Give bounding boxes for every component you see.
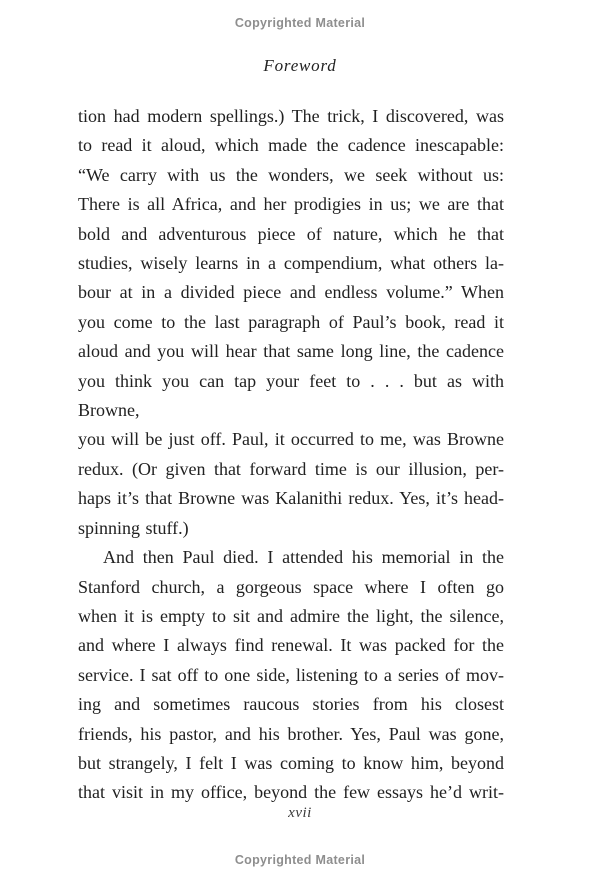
- text-line: Stanford church, a gorgeous space where I often go: [78, 576, 504, 597]
- text-line: to read it aloud, which made the cadence inescapable:: [78, 135, 504, 156]
- text-line: aloud and you will hear that same long line, the cadence: [78, 341, 504, 362]
- text-line: but strangely, I felt I was coming to know him, beyond: [78, 752, 504, 773]
- text-line: tion had modern spellings.) The trick, I discovered, was: [78, 106, 504, 126]
- text-line: that visit in my office, beyond the few essays he’d writ-: [78, 782, 504, 803]
- text-line: And then Paul died. I attended his memorial in the: [103, 547, 504, 568]
- text-line: bold and adventurous piece of nature, which he that: [78, 223, 504, 244]
- text-line: when it is empty to sit and admire the light, the silence,: [78, 605, 504, 626]
- page-text: [78, 102, 504, 808]
- copyright-notice-top: Copyrighted Material: [234, 16, 366, 30]
- text-line: “We carry with us the wonders, we seek without us:: [78, 164, 504, 185]
- text-line: and where I always find renewal. It was packed for the: [78, 635, 504, 656]
- text-line: you will be just off. Paul, it occurred to me, was Browne: [78, 429, 504, 450]
- text-line: There is all Africa, and her prodigies in us; we are that: [78, 194, 504, 215]
- text-line: friends, his pastor, and his brother. Yes, Paul was gone,: [78, 723, 504, 744]
- text-line: ing and sometimes raucous stories from his closest: [78, 694, 504, 715]
- page-number: xvii: [288, 805, 312, 821]
- text-line: service. I sat off to one side, listening to a series of mov-: [78, 664, 504, 685]
- text-line: you think you can tap your feet to . . . but as with Browne,: [78, 370, 504, 421]
- text-line: bour at in a divided piece and endless volume.” When: [78, 282, 504, 303]
- text-line: haps it’s that Browne was Kalanithi redux. Yes, it’s head-: [78, 488, 504, 509]
- copyright-notice-bottom: Copyrighted Material: [234, 853, 366, 867]
- chapter-title: Foreword: [263, 56, 337, 75]
- text-line: studies, wisely learns in a compendium, what others la-: [78, 253, 504, 274]
- text-line: redux. (Or given that forward time is our illusion, per-: [78, 458, 504, 479]
- text-line: you come to the last paragraph of Paul’s book, read it: [78, 311, 504, 332]
- text-line: spinning stuff.): [78, 517, 189, 538]
